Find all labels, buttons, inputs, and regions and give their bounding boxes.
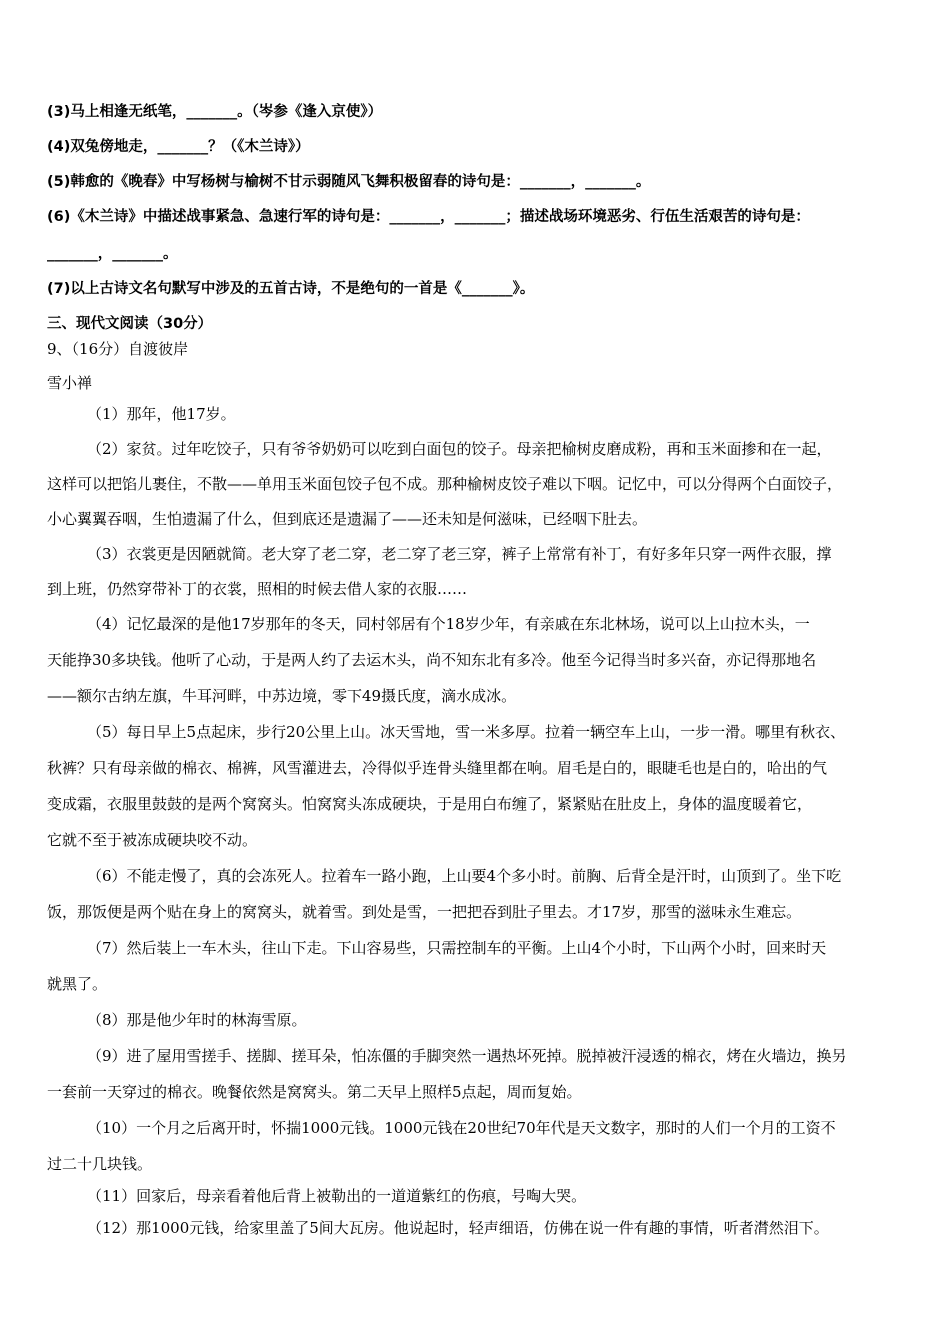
paragraph-12: （12）那1000元钱，给家里盖了5间大瓦房。他说起时，轻声细语，仿佛在说一件有趣的事情，听者潸然泪下。 bbox=[87, 1219, 829, 1237]
paragraph-2-line-1: （2）家贫。过年吃饺子，只有爷爷奶奶可以吃到白面包的饺子。母亲把榆树皮磨成粉，再和玉米面掺和在一起， bbox=[87, 440, 832, 458]
paragraph-3-line-1: （3）衣裳更是因陋就简。老大穿了老二穿，老二穿了老三穿，裤子上常常有补丁，有好多年只穿一两件衣服，撑 bbox=[87, 545, 832, 563]
paragraph-5-line-2: 秋裤？只有母亲做的棉衣、棉裤，风雪灌进去，冷得似乎连骨头缝里都在响。眉毛是白的，眼睫毛也是白的，哈出的气 bbox=[47, 759, 828, 777]
paragraph-4-line-1: （4）记忆最深的是他17岁那年的冬天，同村邻居有个18岁少年，有亲戚在东北林场，说可以上山拉木头，一 bbox=[87, 615, 810, 633]
paragraph-5-line-4: 它就不至于被冻成硬块咬不动。 bbox=[47, 831, 258, 849]
paragraph-2-line-2: 这样可以把馅儿裹住，不散——单用玉米面包饺子包不成。那种榆树皮饺子难以下咽。记忆中，可以分得两个白面饺子， bbox=[47, 475, 843, 493]
paragraph-7-line-2: 就黑了。 bbox=[47, 975, 108, 993]
paragraph-2-line-3: 小心翼翼吞咽，生怕遗漏了什么，但到底还是遗漏了——还未知是何滋味，已经咽下肚去。 bbox=[47, 510, 648, 528]
poetry-question-6-line-2: _______，_______。 bbox=[47, 246, 178, 262]
paragraph-5-line-3: 变成霜，衣服里鼓鼓的是两个窝窝头。怕窝窝头冻成硬块，于是用白布缠了，紧紧贴在肚皮上，身体的温度暖着它， bbox=[47, 795, 813, 813]
article-author: 雪小禅 bbox=[47, 374, 93, 392]
paragraph-8: （8）那是他少年时的林海雪原。 bbox=[87, 1011, 307, 1029]
paragraph-4-line-3: ——额尔古纳左旗，牛耳河畔，中苏边境，零下49摄氏度，滴水成冰。 bbox=[47, 687, 517, 705]
paragraph-1: （1）那年，他17岁。 bbox=[87, 405, 236, 423]
paragraph-10-line-1: （10）一个月之后离开时，怀揣1000元钱。1000元钱在20世纪70年代是天文数字，那时的人们一个月的工资不 bbox=[87, 1119, 836, 1137]
paragraph-5-line-1: （5）每日早上5点起床，步行20公里上山。冰天雪地，雪一米多厚。拉着一辆空车上山，一步一滑。哪里有秋衣、 bbox=[87, 723, 846, 741]
poetry-question-3: (3)马上相逢无纸笔，_______。（岑参《逢入京使》） bbox=[47, 104, 383, 120]
paragraph-9-line-1: （9）进了屋用雪搓手、搓脚、搓耳朵，怕冻僵的手脚突然一遇热坏死掉。脱掉被汗浸透的棉衣，烤在火墙边，换另 bbox=[87, 1047, 847, 1065]
paragraph-9-line-2: 一套前一天穿过的棉衣。晚餐依然是窝窝头。第二天早上照样5点起，周而复始。 bbox=[47, 1083, 582, 1101]
poetry-question-4: (4)双兔傍地走，_______？（《木兰诗》） bbox=[47, 139, 310, 155]
paragraph-10-line-2: 过二十几块钱。 bbox=[47, 1155, 153, 1173]
paragraph-6-line-2: 饭，那饭便是两个贴在身上的窝窝头，就着雪。到处是雪，一把把吞到肚子里去。才17岁，那雪的滋味永生难忘。 bbox=[47, 903, 802, 921]
question-title: 9、（16分）自渡彼岸 bbox=[47, 340, 189, 358]
paragraph-11: （11）回家后，母亲看着他后背上被勒出的一道道紫红的伤痕，号啕大哭。 bbox=[87, 1187, 587, 1205]
paragraph-6-line-1: （6）不能走慢了，真的会冻死人。拉着车一路小跑，上山要4个多小时。前胸、后背全是汗时，山顶到了。坐下吃 bbox=[87, 867, 842, 885]
paragraph-4-line-2: 天能挣30多块钱。他听了心动，于是两人约了去运木头，尚不知东北有多冷。他至今记得当时多兴奋，亦记得那地名 bbox=[47, 651, 817, 669]
poetry-question-6-line-1: (6)《木兰诗》中描述战事紧急、急速行军的诗句是：_______，_______；描述战场环境恶劣、行伍生活艰苦的诗句是： bbox=[47, 209, 810, 225]
poetry-question-5: (5)韩愈的《晚春》中写杨树与榆树不甘示弱随风飞舞积极留春的诗句是：_______，_______。 bbox=[47, 174, 651, 190]
poetry-question-7: (7)以上古诗文名句默写中涉及的五首古诗，不是绝句的一首是《_______》。 bbox=[47, 281, 535, 297]
paragraph-7-line-1: （7）然后装上一车木头，往山下走。下山容易些，只需控制车的平衡。上山4个小时，下山两个小时，回来时天 bbox=[87, 939, 827, 957]
section-heading: 三、现代文阅读（30分） bbox=[47, 316, 213, 332]
paragraph-3-line-2: 到上班，仍然穿带补丁的衣裳，照相的时候去借人家的衣服…… bbox=[47, 580, 468, 598]
